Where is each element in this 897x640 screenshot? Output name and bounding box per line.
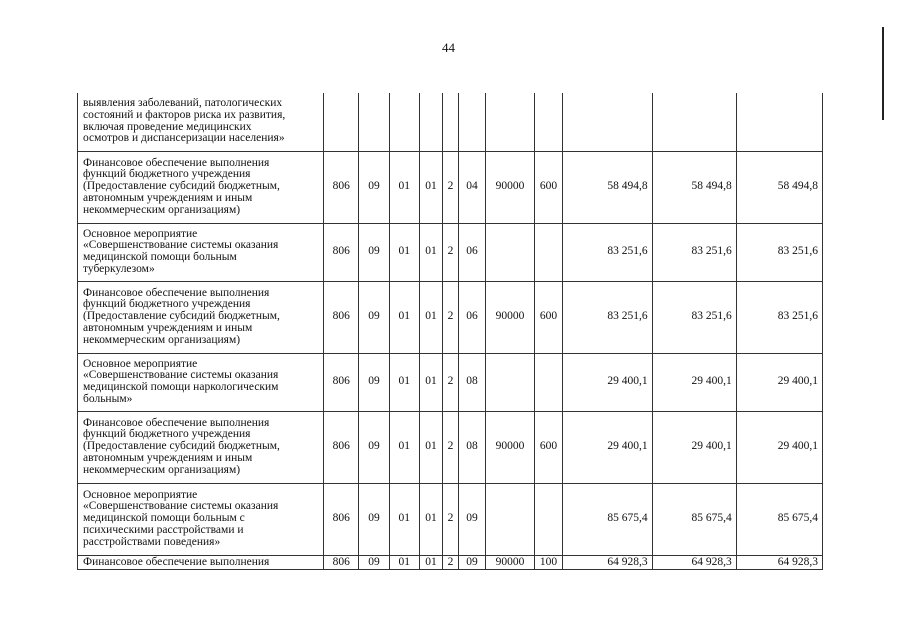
cell-amount-2 <box>652 93 736 151</box>
cell-section: 09 <box>359 151 390 223</box>
description-line: осмотров и диспансеризации населения» <box>83 132 285 145</box>
cell-amount-1: 64 928,3 <box>563 555 652 570</box>
description-line: Финансовое обеспечение выполнения <box>83 156 270 169</box>
cell-program: 01 <box>419 281 443 353</box>
description-line: «Совершенствование системы оказания <box>83 369 279 382</box>
cell-activity: 06 <box>458 223 486 281</box>
cell-section: 09 <box>359 555 390 570</box>
cell-program: 01 <box>419 483 443 555</box>
description-line: медицинской помощи наркологическим <box>83 381 279 393</box>
cell-amount-3: 83 251,6 <box>736 223 822 281</box>
cell-activity: 08 <box>458 411 486 483</box>
description-line: состояний и факторов риска их развития, <box>83 109 286 122</box>
cell-section: 09 <box>359 411 390 483</box>
description-line: (Предоставление субсидий бюджетным, <box>83 310 280 323</box>
cell-subsection: 01 <box>389 555 419 570</box>
cell-activity: 09 <box>458 483 486 555</box>
cell-subprogram: 2 <box>443 281 458 353</box>
cell-program: 01 <box>419 151 443 223</box>
description-line: некоммерческим организациям) <box>83 203 241 216</box>
cell-subprogram: 2 <box>443 411 458 483</box>
cell-program <box>419 93 443 151</box>
description-line: больным» <box>83 392 133 405</box>
row-description <box>78 555 324 570</box>
cell-amount-1: 29 400,1 <box>563 411 652 483</box>
description-line: Финансовое обеспечение выполнения <box>83 555 270 568</box>
description-line: функций бюджетного учреждения <box>83 298 251 311</box>
row-description <box>78 151 324 223</box>
cell-section: 09 <box>359 483 390 555</box>
cell-direction: 90000 <box>486 281 534 353</box>
cell-amount-2: 64 928,3 <box>652 555 736 570</box>
description-line: функций бюджетного учреждения <box>83 168 251 181</box>
cell-ministry-code: 806 <box>324 281 359 353</box>
table-row <box>78 353 823 411</box>
cell-subprogram: 2 <box>443 555 458 570</box>
cell-amount-2: 83 251,6 <box>652 281 736 353</box>
cell-subprogram: 2 <box>443 353 458 411</box>
cell-direction <box>486 93 534 151</box>
description-line: Основное мероприятие <box>83 357 198 370</box>
page-edge-mark <box>882 27 884 120</box>
cell-ministry-code: 806 <box>324 483 359 555</box>
cell-program: 01 <box>419 223 443 281</box>
description-line: Основное мероприятие <box>83 227 198 240</box>
description-line: туберкулезом» <box>83 262 155 275</box>
description-line: выявления заболеваний, патологических <box>83 97 283 110</box>
cell-amount-1: 58 494,8 <box>563 151 652 223</box>
cell-activity: 09 <box>458 555 486 570</box>
cell-section: 09 <box>359 353 390 411</box>
cell-ministry-code: 806 <box>324 151 359 223</box>
cell-amount-1: 83 251,6 <box>563 223 652 281</box>
cell-activity: 06 <box>458 281 486 353</box>
cell-section: 09 <box>359 223 390 281</box>
cell-activity: 04 <box>458 151 486 223</box>
description-line: функций бюджетного учреждения <box>83 428 251 441</box>
description-line: автономным учреждениям и иным <box>83 451 253 464</box>
table-row <box>78 411 823 483</box>
description-line: некоммерческим организациям) <box>83 333 241 346</box>
cell-subsection: 01 <box>389 281 419 353</box>
cell-direction: 90000 <box>486 151 534 223</box>
description-line: медицинской помощи больным с <box>83 512 245 525</box>
cell-expense-type <box>534 93 563 151</box>
table-row <box>78 281 823 353</box>
cell-ministry-code <box>324 93 359 151</box>
cell-amount-1 <box>563 93 652 151</box>
description-line: включая проведение медицинских <box>83 120 252 133</box>
cell-ministry-code: 806 <box>324 411 359 483</box>
cell-program: 01 <box>419 353 443 411</box>
description-line: расстройствами поведения» <box>83 535 221 548</box>
cell-expense-type <box>534 483 563 555</box>
cell-subsection: 01 <box>389 151 419 223</box>
cell-subsection: 01 <box>389 223 419 281</box>
cell-direction: 90000 <box>486 555 534 570</box>
table-row <box>78 223 823 281</box>
cell-section <box>359 93 390 151</box>
cell-direction <box>486 353 534 411</box>
description-line: «Совершенствование системы оказания <box>83 239 279 252</box>
cell-amount-2: 58 494,8 <box>652 151 736 223</box>
cell-ministry-code: 806 <box>324 223 359 281</box>
row-description <box>78 353 324 411</box>
description-line: Финансовое обеспечение выполнения <box>83 416 270 429</box>
cell-program: 01 <box>419 411 443 483</box>
row-description <box>78 93 324 151</box>
cell-amount-2: 29 400,1 <box>652 411 736 483</box>
cell-program: 01 <box>419 555 443 570</box>
cell-amount-2: 83 251,6 <box>652 223 736 281</box>
cell-expense-type: 600 <box>534 151 563 223</box>
description-line: (Предоставление субсидий бюджетным, <box>83 180 280 193</box>
cell-direction <box>486 223 534 281</box>
description-line: «Совершенствование системы оказания <box>83 500 279 513</box>
cell-amount-3: 29 400,1 <box>736 411 822 483</box>
cell-subprogram <box>443 93 458 151</box>
table-row <box>78 151 823 223</box>
cell-amount-1: 29 400,1 <box>563 353 652 411</box>
cell-amount-3 <box>736 93 822 151</box>
cell-subsection: 01 <box>389 483 419 555</box>
cell-amount-2: 29 400,1 <box>652 353 736 411</box>
cell-direction: 90000 <box>486 411 534 483</box>
cell-amount-1: 85 675,4 <box>563 483 652 555</box>
cell-subsection: 01 <box>389 411 419 483</box>
description-line: (Предоставление субсидий бюджетным, <box>83 440 280 453</box>
cell-amount-3: 58 494,8 <box>736 151 822 223</box>
budget-table <box>77 93 823 570</box>
cell-direction <box>486 483 534 555</box>
cell-expense-type <box>534 353 563 411</box>
cell-amount-1: 83 251,6 <box>563 281 652 353</box>
cell-ministry-code: 806 <box>324 555 359 570</box>
cell-activity <box>458 93 486 151</box>
cell-amount-3: 29 400,1 <box>736 353 822 411</box>
cell-expense-type: 600 <box>534 281 563 353</box>
cell-expense-type: 100 <box>534 555 563 570</box>
cell-subsection <box>389 93 419 151</box>
cell-expense-type <box>534 223 563 281</box>
cell-expense-type: 600 <box>534 411 563 483</box>
table-body <box>78 93 823 570</box>
cell-ministry-code: 806 <box>324 353 359 411</box>
cell-amount-3: 83 251,6 <box>736 281 822 353</box>
cell-subprogram: 2 <box>443 483 458 555</box>
description-line: психическими расстройствами и <box>83 523 244 536</box>
row-description <box>78 411 324 483</box>
description-line: автономным учреждениям и иным <box>83 321 253 334</box>
description-line: Финансовое обеспечение выполнения <box>83 286 270 299</box>
row-description <box>78 483 324 555</box>
description-line: Основное мероприятие <box>83 488 198 501</box>
cell-section: 09 <box>359 281 390 353</box>
row-description <box>78 223 324 281</box>
row-description <box>78 281 324 353</box>
table-row <box>78 93 823 151</box>
description-line: медицинской помощи больным <box>83 251 237 263</box>
description-line: некоммерческим организациям) <box>83 463 241 476</box>
cell-subsection: 01 <box>389 353 419 411</box>
cell-amount-2: 85 675,4 <box>652 483 736 555</box>
cell-subprogram: 2 <box>443 151 458 223</box>
cell-amount-3: 64 928,3 <box>736 555 822 570</box>
page-number: 44 <box>442 40 455 55</box>
table-row <box>78 555 823 570</box>
cell-activity: 08 <box>458 353 486 411</box>
description-line: автономным учреждениям и иным <box>83 191 253 204</box>
cell-amount-3: 85 675,4 <box>736 483 822 555</box>
table-row <box>78 483 823 555</box>
cell-subprogram: 2 <box>443 223 458 281</box>
